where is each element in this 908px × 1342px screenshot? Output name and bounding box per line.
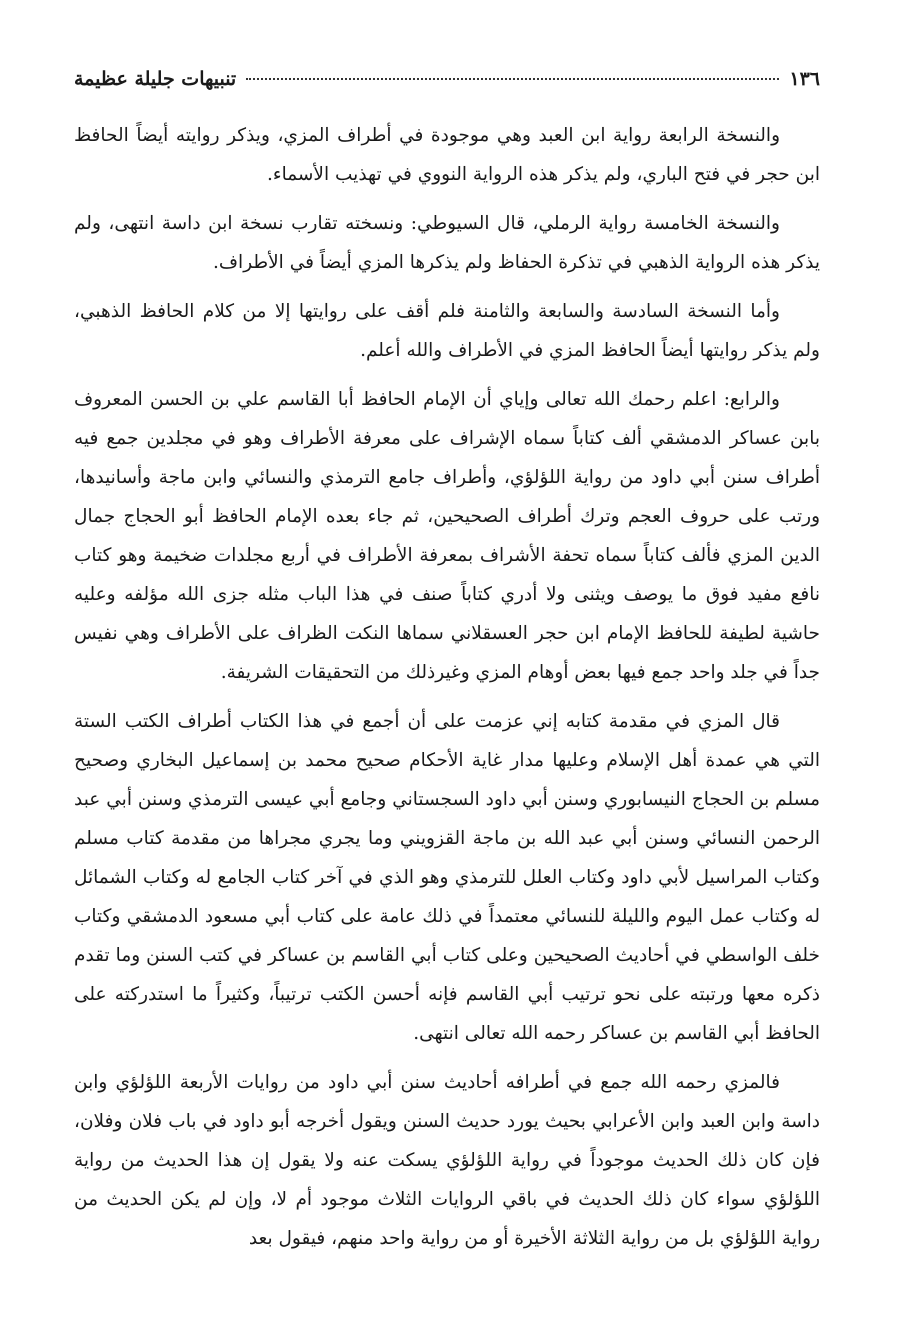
page-number: ١٣٦ [789,68,820,90]
paragraph-5: قال المزي في مقدمة كتابه إني عزمت على أن أجمع في هذا الكتاب أطراف الكتب الستة التي هي عمدة أهل الإسلام وعليها مدار غاية الأحكام صحيح محمد بن إسماعيل البخاري وصحيح مسلم بن الحجاج النيسابوري وسنن أبي داود السجستاني وجامع أبي عيسى الترمذي وسنن أبي عبد الرحمن النسائي وسنن أبي عبد الله بن ماجة القزويني وما يجري مجراها من مقدمة كتاب مسلم وكتاب المراسيل لأبي داود وكتاب العلل للترمذي وهو الذي في آخر كتاب الجامع له وكتاب الشمائل له وكتاب عمل اليوم والليلة للنسائي معتمداً في ذلك عامة على كتاب أبي مسعود الدمشقي وكتاب خلف الواسطي في أحاديث الصحيحين وعلى كتاب أبي القاسم بن عساكر في كتب السنن وما تقدم ذكره معها ورتبته على نحو ترتيب أبي القاسم فإنه أحسن الكتب ترتيباً، وكثيراً ما استدركته على الحافظ أبي القاسم بن عساكر رحمه الله تعالى انتهى. [74,711,820,1044]
running-header-title: تنبيهات جليلة عظيمة [74,68,237,90]
paragraph-1: والنسخة الرابعة رواية ابن العبد وهي موجودة في أطراف المزي، ويذكر روايته أيضاً الحافظ ابن حجر في فتح الباري، ولم يذكر هذه الرواية النووي في تهذيب الأسماء. [74,125,820,185]
dotted-leader [246,78,779,80]
paragraph-4: والرابع: اعلم رحمك الله تعالى وإياي أن الإمام الحافظ أبا القاسم علي بن الحسن المعروف بابن عساكر الدمشقي ألف كتاباً سماه الإشراف على معرفة الأطراف وهو في مجلدين جمع فيه أطراف سنن أبي داود من رواية اللؤلؤي، وأطراف جامع الترمذي والنسائي وابن ماجة وأسانيدها، ورتب على حروف العجم وترك أطراف الصحيحين، ثم جاء بعده الإمام الحافظ أبو الحجاج جمال الدين المزي فألف كتاباً سماه تحفة الأشراف بمعرفة الأطراف في أربع مجلدات ضخيمة وهو كتاب نافع مفيد فوق ما يوصف ويثنى ولا أدري كتاباً صنف في هذا الباب مثله جزى الله مؤلفه وعليه حاشية لطيفة للحافظ الإمام ابن حجر العسقلاني سماها النكت الظراف على الأطراف وهي نفيس جداً في جلد واحد جمع فيها بعض أوهام المزي وغيرذلك من التحقيقات الشريفة. [74,389,820,683]
paragraph-3: وأما النسخة السادسة والسابعة والثامنة فلم أقف على روايتها إلا من كلام الحافظ الذهبي، ولم يذكر روايتها أيضاً الحافظ المزي في الأطراف والله أعلم. [74,301,820,361]
body-text [74,116,820,1258]
paragraph-6: فالمزي رحمه الله جمع في أطرافه أحاديث سنن أبي داود من روايات الأربعة اللؤلؤي وابن داسة وابن العبد وابن الأعرابي بحيث يورد حديث السنن ويقول أخرجه أبو داود في باب فلان وفلان، فإن كان ذلك الحديث موجوداً في رواية اللؤلؤي يسكت عنه ولا يقول إن هذا الحديث من رواية اللؤلؤي سواء كان ذلك الحديث في باقي الروايات الثلاث موجود أم لا، وإن لم يكن الحديث من رواية اللؤلؤي بل من رواية الثلاثة الأخيرة أو من رواية واحد منهم، فيقول بعد [74,1072,820,1249]
running-header [74,58,820,100]
paragraph-2: والنسخة الخامسة رواية الرملي، قال السيوطي: ونسخته تقارب نسخة ابن داسة انتهى، ولم يذكر هذه الرواية الذهبي في تذكرة الحفاظ ولم يذكرها المزي أيضاً في الأطراف. [74,213,820,273]
